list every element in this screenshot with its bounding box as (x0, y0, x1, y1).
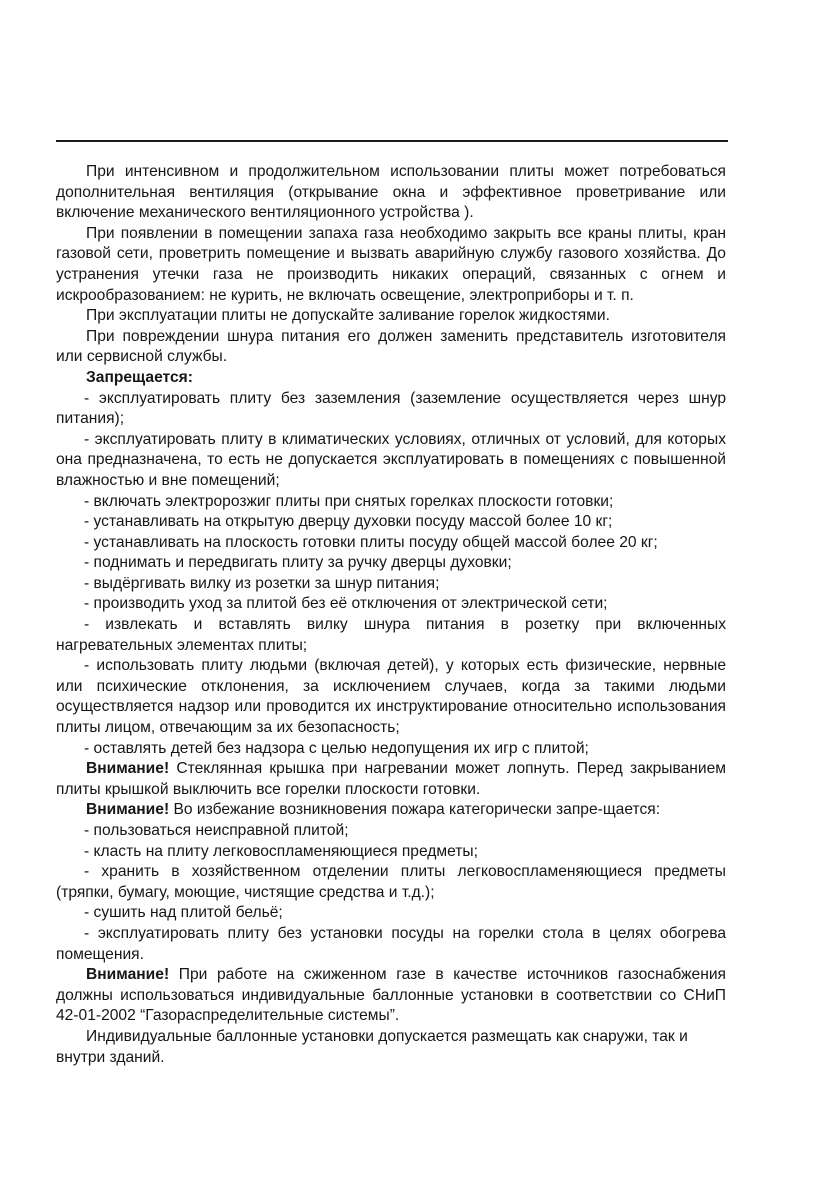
prohibited-item: - поднимать и передвигать плиту за ручку дверцы духовки; (84, 554, 512, 572)
prohibited-heading: Запрещается: (86, 368, 193, 386)
prohibited-item: - включать электророзжиг плиты при снятых горелках плоскости готовки; (84, 492, 614, 510)
warning-glass-lid (56, 759, 726, 800)
prohibited-item: - выдёргивать вилку из розетки за шнур питания; (84, 574, 440, 592)
document-body (56, 162, 726, 1068)
warning-text: Стеклянная крышка при нагревании может лопнуть. Перед закрыванием плиты крышкой выключить все горелки плоскости готовки. (56, 760, 726, 798)
prohibited-item: - использовать плиту людьми (включая детей), у которых есть физические, нервные или психические отклонения, за исключением случаев, когда за такими людьми осуществляется надзор или проводится их инструктирование относительно использования плиты лицом, отвечающим за их безопасность; (56, 657, 726, 737)
prohibited-item: - эксплуатировать плиту в климатических условиях, отличных от условий, для которых она предназначена, то есть не допускается эксплуатировать в помещениях с повышенной влажностью и вне помещений; (56, 430, 726, 489)
prohibited-item: - устанавливать на плоскость готовки плиты посуду общей массой более 20 кг; (84, 533, 658, 551)
warning-fire (56, 800, 726, 821)
fire-prohibited-item: - эксплуатировать плиту без установки посуды на горелки стола в целях обогрева помещения. (56, 924, 726, 963)
fire-prohibited-item: - сушить над плитой бельё; (84, 904, 283, 922)
prohibited-item: - производить уход за плитой без её отключения от электрической сети; (84, 595, 608, 613)
fire-prohibited-item: - хранить в хозяйственном отделении плиты легковоспламеняющиеся предметы (тряпки, бумагу, моющие, чистящие средства и т.д.); (56, 863, 726, 901)
fire-prohibited-item: - пользоваться неисправной плитой; (84, 822, 349, 839)
fire-prohibited-item: - класть на плиту легковоспламеняющиеся предметы; (84, 842, 478, 860)
paragraph-cylinder-installations: Индивидуальные баллонные установки допускается размещать как снаружи, так и внутри зданий. (56, 1027, 688, 1066)
prohibited-item: - устанавливать на открытую дверцу духовки посуду массой более 10 кг; (84, 513, 613, 531)
prohibited-item: - оставлять детей без надзора с целью недопущения их игр с плитой; (84, 739, 589, 757)
header-rule (56, 140, 728, 142)
warning-text: При работе на сжиженном газе в качестве источников газоснабжения должны использоваться индивидуальные баллонные установки в соответствии со СНиП 42-01-2002 “Газораспределительные системы”. (56, 966, 726, 1025)
warning-label: Внимание! (86, 966, 170, 984)
warning-text: Во избежание возникновения пожара категорически запре-щается: (169, 801, 661, 819)
paragraph-power-cord: При повреждении шнура питания его должен заменить представитель изготовителя или сервисной службы. (56, 327, 726, 366)
warning-label: Внимание! (86, 801, 170, 819)
paragraph-gas-leak: При появлении в помещении запаха газа необходимо закрыть все краны плиты, кран газовой сети, проветрить помещение и вызвать аварийную службу газового хозяйства. До устранения утечки газа не производить никаких операций, связанных с огнем и искрообразованием: не курить, не включать освещение, электроприборы и т. п. (56, 224, 726, 304)
paragraph-burners-liquid: При эксплуатации плиты не допускайте заливание горелок жидкостями. (86, 307, 610, 325)
paragraph-ventilation: При интенсивном и продолжительном использовании плиты может потребоваться дополнительная вентиляция (открывание окна и эффективное проветривание или включение механического вентиляционного устройства ). (56, 163, 726, 222)
prohibited-item: - эксплуатировать плиту без заземления (заземление осуществляется через шнур питания); (56, 389, 726, 428)
warning-label: Внимание! (86, 760, 170, 778)
warning-liquefied-gas (56, 965, 726, 1027)
prohibited-item: - извлекать и вставлять вилку шнура питания в розетку при включенных нагревательных элементах плиты; (56, 616, 726, 654)
